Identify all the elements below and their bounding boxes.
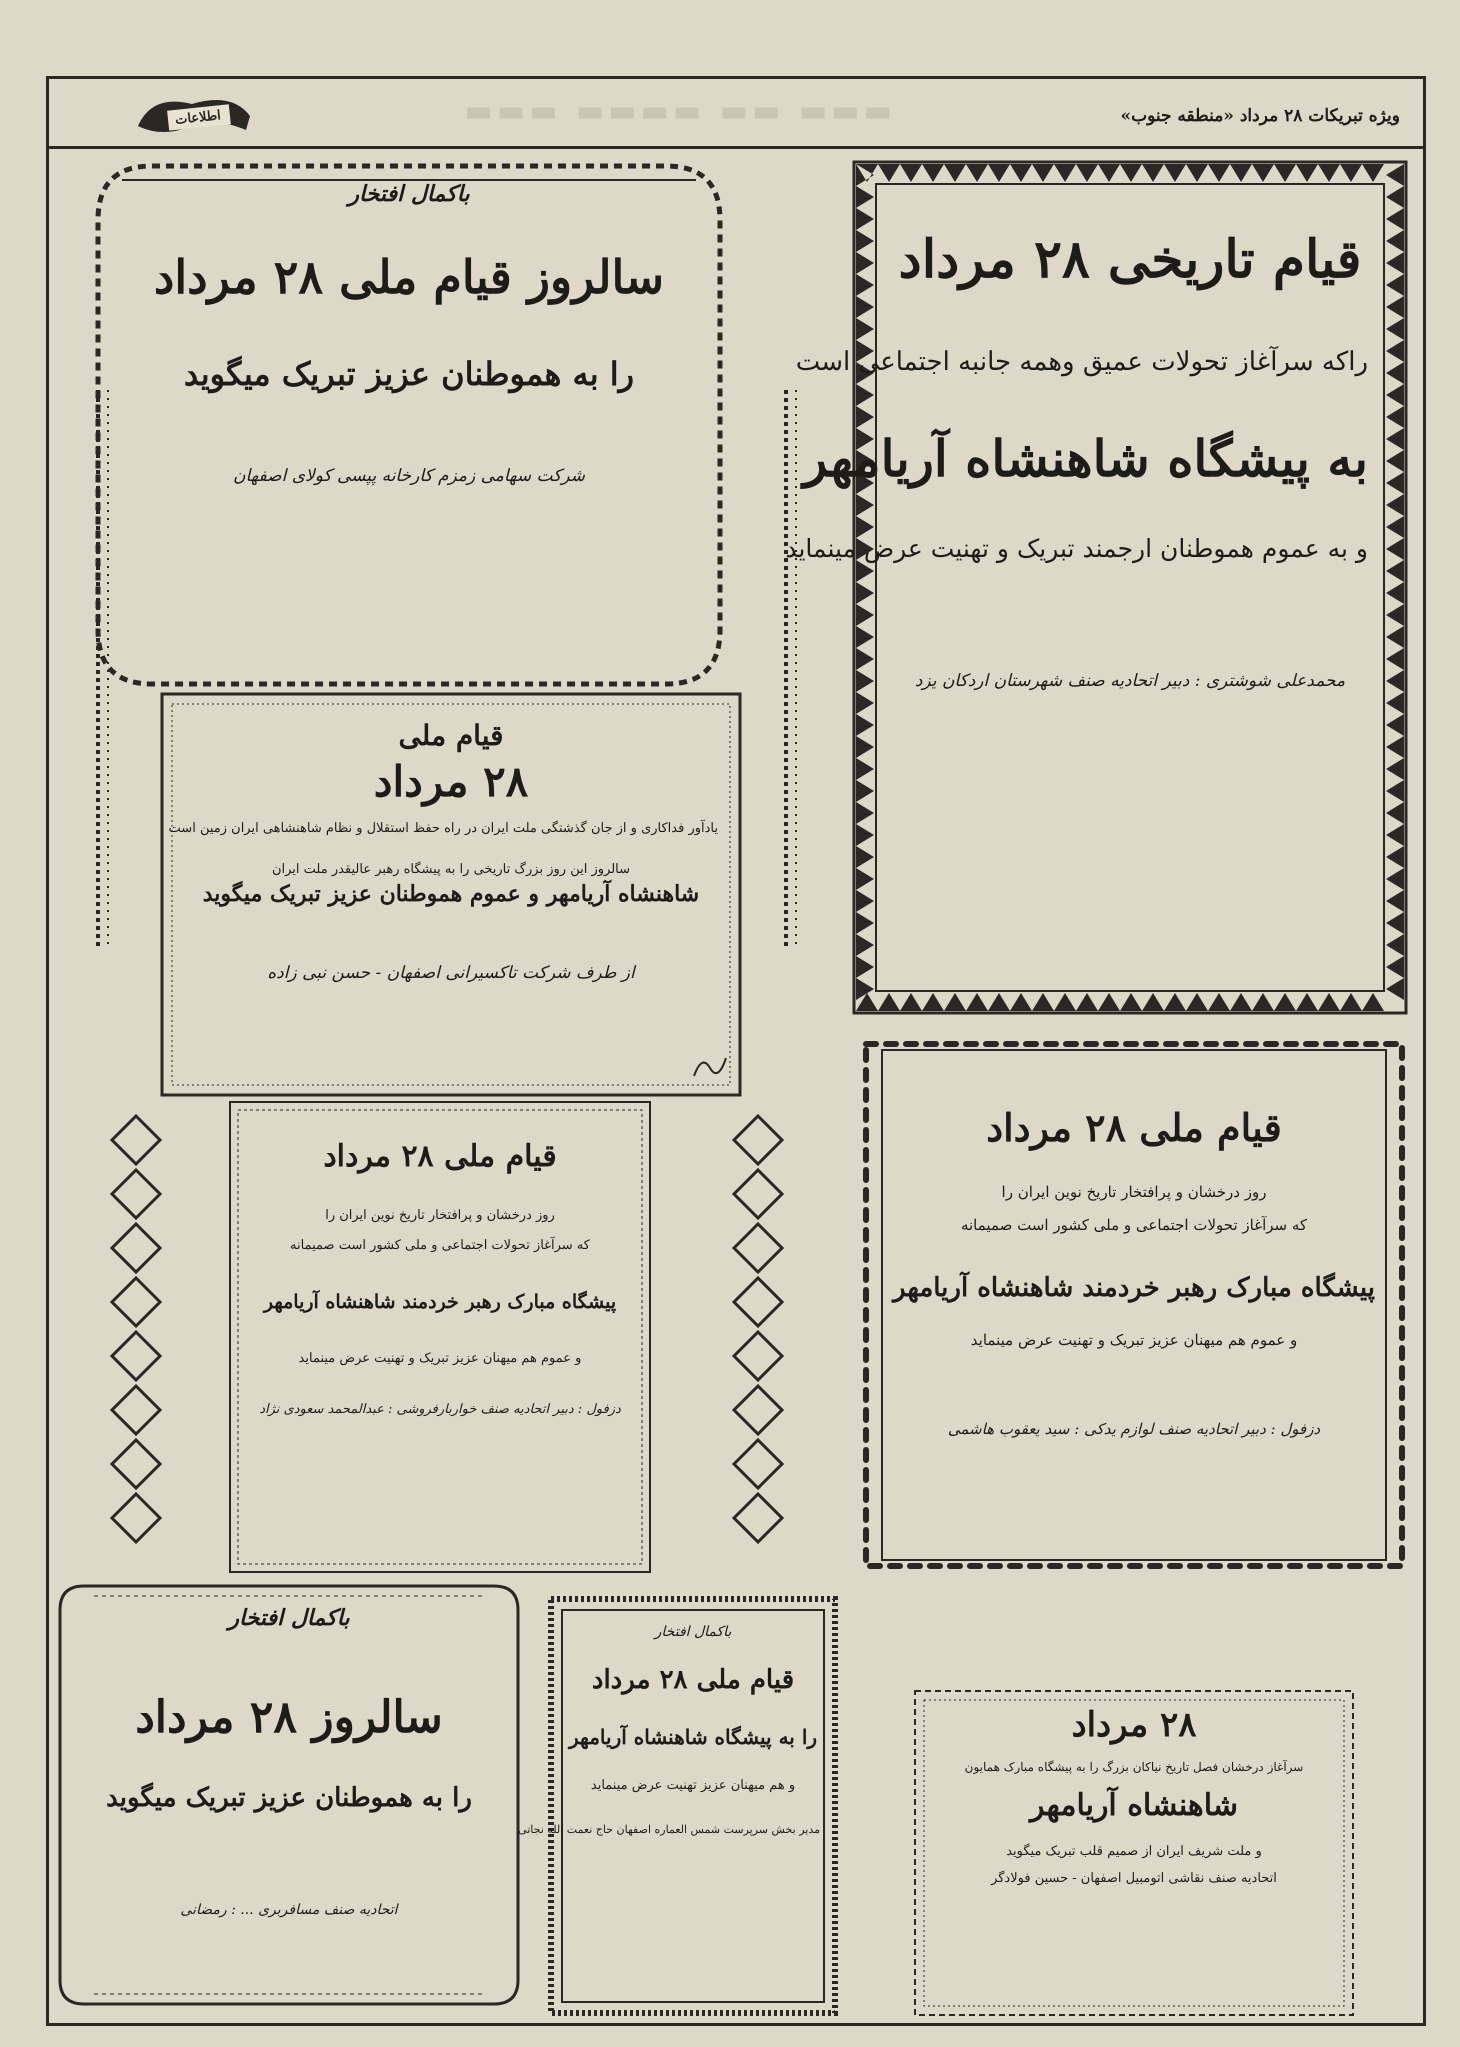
ornament-column-left: [104, 1110, 168, 1570]
ad-title: قیام ملی ۲۸ مرداد: [591, 1665, 795, 1696]
ad-signature: اتحادیه صنف مسافربری ... : رمضانی: [180, 1901, 398, 1918]
newspaper-logo: [132, 86, 256, 142]
ad-heading: باکمال افتخار: [654, 1624, 732, 1640]
ad-top-right: [785, 160, 1408, 1015]
ad-title: قیام ملی ۲۸ مرداد: [986, 1105, 1282, 1150]
dotted-column-left: [90, 390, 114, 950]
masthead-bleed: ▬▬▬ ▬▬ ▬▬▬▬ ▬▬▬: [464, 94, 896, 129]
header-rule: [46, 146, 1426, 149]
ad-signature: شرکت سهامی زمزم کارخانه پپسی کولای اصفهان: [233, 465, 585, 486]
ad-heading: باکمال افتخار: [228, 1605, 350, 1631]
ad-line: که سرآغاز تحولات اجتماعی و ملی کشور است صمیمانه: [960, 1215, 1308, 1234]
ad-mid-right: [852, 1030, 1416, 1580]
ad-top-right-content: [785, 229, 1368, 691]
ad-signature: دزفول : دبیر اتحادیه صنف خواربارفروشی : عبدالمحمد سعودی نژاد: [259, 1402, 621, 1418]
ad-line: روز درخشان و پرافتخار تاریخ نوین ایران را: [1001, 1182, 1267, 1201]
ad-line-emphasis: پیشگاه مبارک رهبر خردمند شاهنشاه آریامهر: [892, 1273, 1376, 1304]
ad-line: و عموم هم میهنان عزیز تبریک و تهنیت عرض مینماید: [298, 1351, 582, 1367]
ad-title: قیام ملی: [398, 719, 504, 752]
ad-line: راکه سرآغاز تحولات عمیق وهمه جانبه اجتماعی است: [795, 346, 1368, 377]
ornament-column-right: [726, 1110, 790, 1570]
ad-bottom-right: [912, 1688, 1356, 2018]
ad-line: یادآور فداکاری و از جان گذشتگی ملت ایران در راه حفظ استقلال و نظام شاهنشاهی ایران زمین است: [168, 821, 718, 837]
ad-line-emphasis: به پیشگاه شاهنشاه آریامهر: [803, 428, 1368, 488]
ad-line: سرآغاز درخشان فصل تاریخ نیاکان بزرگ را به پیشگاه مبارک همایون: [964, 1760, 1304, 1775]
ad-line-emphasis: را به پیشگاه شاهنشاه آریامهر: [568, 1724, 818, 1749]
ad-mid-left: [160, 692, 742, 1097]
ad-line: و به عموم هموطنان ارجمند تبریک و تهنیت عرض مینماید: [785, 534, 1368, 564]
ad-bottom-center: [518, 1596, 838, 2016]
ad-line-emphasis: شاهنشاه آریامهر و عموم هموطنان عزیز تبریک میگوید: [202, 881, 700, 908]
ad-signature: مدیر بخش سرپرست شمس العماره اصفهان حاج نعمت الله نجاتی: [518, 1822, 820, 1836]
section-line: ویژه تبریکات ۲۸ مرداد «منطقه جنوب»: [1120, 106, 1400, 126]
ad-title: سالروز قیام ملی ۲۸ مرداد: [153, 250, 665, 305]
ad-signature: اتحادیه صنف نقاشی اتومبیل اصفهان - حسین فولادگر: [991, 1871, 1277, 1887]
ad-title: قیام ملی ۲۸ مرداد: [323, 1139, 557, 1174]
dotted-column-right: [778, 390, 802, 950]
ad-line: و عموم هم میهنان عزیز تبریک و تهنیت عرض مینماید: [970, 1331, 1298, 1350]
ad-center-left-content: [248, 1140, 632, 1418]
ad-signature: از طرف شرکت تاکسیرانی اصفهان - حسن نبی زاده: [267, 962, 635, 983]
ad-title: قیام تاریخی ۲۸ مرداد: [898, 229, 1362, 290]
ad-line: و هم میهنان عزیز تهنیت عرض مینماید: [590, 1777, 796, 1793]
ad-line-emphasis: شاهنشاه آریامهر: [1030, 1787, 1238, 1823]
ad-line: روز درخشان و پرافتخار تاریخ نوین ایران را: [325, 1207, 555, 1223]
ad-title: ۲۸ مرداد: [373, 757, 529, 807]
ad-line: سالروز این روز بزرگ تاریخی را به پیشگاه رهبر عالیقدر ملت ایران: [271, 862, 631, 878]
ad-title: ۲۸ مرداد: [1071, 1705, 1197, 1745]
page-header: [46, 76, 1426, 148]
ad-line: و ملت شریف ایران از صمیم قلب تبریک میگوید: [1006, 1844, 1262, 1860]
ad-bottom-right-content: [930, 1706, 1338, 1887]
ad-line: را به هموطنان عزیز تبریک میگوید: [106, 1782, 472, 1813]
ad-line: را به هموطنان عزیز تبریک میگوید: [183, 355, 635, 394]
ad-center-left: [228, 1100, 652, 1574]
ad-title: سالروز ۲۸ مرداد: [135, 1692, 443, 1744]
ad-line: که سرآغاز تحولات اجتماعی و ملی کشور است صمیمانه: [290, 1238, 590, 1254]
ad-top-left: [92, 160, 726, 690]
ad-bottom-left: [54, 1580, 524, 2010]
ad-bottom-center-content: [518, 1624, 820, 1837]
ad-bottom-left-content: [74, 1606, 504, 1918]
ad-mid-right-content: [892, 1106, 1376, 1439]
ad-heading: باکمال افتخار: [348, 181, 470, 207]
corner-ornament: [690, 1052, 730, 1082]
ad-top-left-content: [122, 182, 696, 487]
ad-signature: محمدعلی شوشتری : دبیر اتحادیه صنف شهرستان اردکان یزد: [914, 670, 1346, 691]
ad-signature: دزفول : دبیر اتحادیه صنف لوازم یدکی : سید یعقوب هاشمی: [947, 1420, 1321, 1439]
ad-mid-left-content: [168, 719, 718, 983]
logo-text: اطلاعات: [174, 108, 222, 128]
ad-line-emphasis: پیشگاه مبارک رهبر خردمند شاهنشاه آریامهر: [263, 1291, 617, 1314]
